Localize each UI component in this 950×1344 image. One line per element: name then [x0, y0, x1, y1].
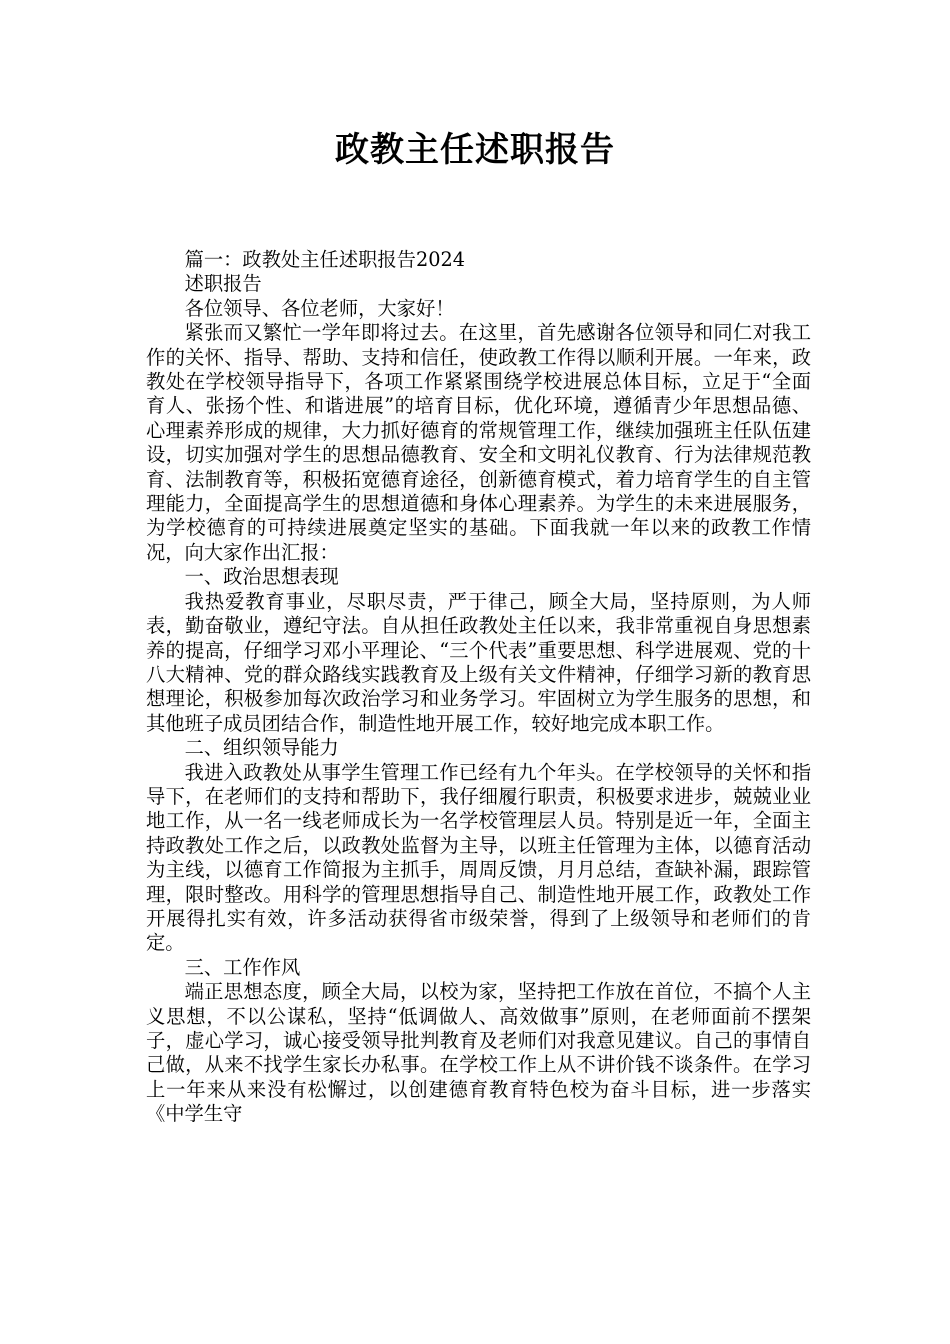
- section-heading: 篇一：政教处主任述职报告2024: [184, 248, 466, 271]
- greeting: 各位领导、各位老师，大家好！: [184, 296, 455, 320]
- intro-paragraph: 紧张而又繁忙一学年即将过去。在这里，首先感谢各位领导和同仁对我工作的关怀、指导、帮助、支持和信任，使政教工作得以顺利开展。一年来，政教处在学校领导指导下，各项工作紧紧围绕学校进展总体目标，立足于“全面育人、张扬个性、和谐进展”的培育目标，优化环境，遵循青少年思想品德、心理素养形成的规律，大力抓好德育的常规管理工作，继续加强班主任队伍建设，切实加强对学生的思想品德教育、安全和文明礼仪教育、行为法律规范教育、法制教育等，积极拓宽德育途径，创新德育模式，着力培育学生的自主管理能力，全面提高学生的思想道德和身体心理素养。为学生的未来进展服务，为学校德育的可持续进展奠定坚实的基础。下面我就一年以来的政教工作情况，向大家作出汇报：: [146, 321, 811, 564]
- report-label: 述职报告: [184, 272, 262, 296]
- heading-work-style: 三、工作作风: [184, 955, 301, 979]
- document-body: [146, 248, 811, 1127]
- paragraph-work-style: 端正思想态度，顾全大局，以校为家，坚持把工作放在首位，不搞个人主义思想，不以公谋私，坚持“低调做人、高效做事”原则，在老师面前不摆架子，虚心学习，诚心接受领导批判教育及老师们对我意见建议。自己的事情自己做，从来不找学生家长办私事。在学校工作上从不讲价钱不谈条件。在学习上一年来从来没有松懈过，以创建德育教育特色校为奋斗目标，进一步落实《中学生守: [146, 980, 811, 1126]
- document-title: 政教主任述职报告: [335, 130, 615, 170]
- heading-leadership: 二、组织领导能力: [184, 736, 339, 760]
- paragraph-political: 我热爱教育事业，尽职尽责，严于律己，顾全大局，坚持原则，为人师表，勤奋敬业，遵纪守法。自从担任政教处主任以来，我非常重视自身思想素养的提高，仔细学习邓小平理论、“三个代表”重要思想、科学进展观、党的十八大精神、党的群众路线实践教育及上级有关文件精神，仔细学习新的教育思想理论，积极参加每次政治学习和业务学习。牢固树立为学生服务的思想，和其他班子成员团结合作，制造性地开展工作，较好地完成本职工作。: [146, 589, 811, 735]
- paragraph-leadership: 我进入政教处从事学生管理工作已经有九个年头。在学校领导的关怀和指导下，在老师们的支持和帮助下，我仔细履行职责，积极要求进步，兢兢业业地工作，从一名一线老师成长为一名学校管理层人员。特别是近一年，全面主持政教处工作之后，以政教处监督为主导，以班主任管理为主体，以德育活动为主线，以德育工作简报为主抓手，周周反馈，月月总结，查缺补漏，跟踪管理，限时整改。用科学的管理思想指导自己、制造性地开展工作，政教处工作开展得扎实有效，许多活动获得省市级荣誉，得到了上级领导和老师们的肯定。: [146, 760, 811, 955]
- heading-political: 一、政治思想表现: [184, 565, 339, 589]
